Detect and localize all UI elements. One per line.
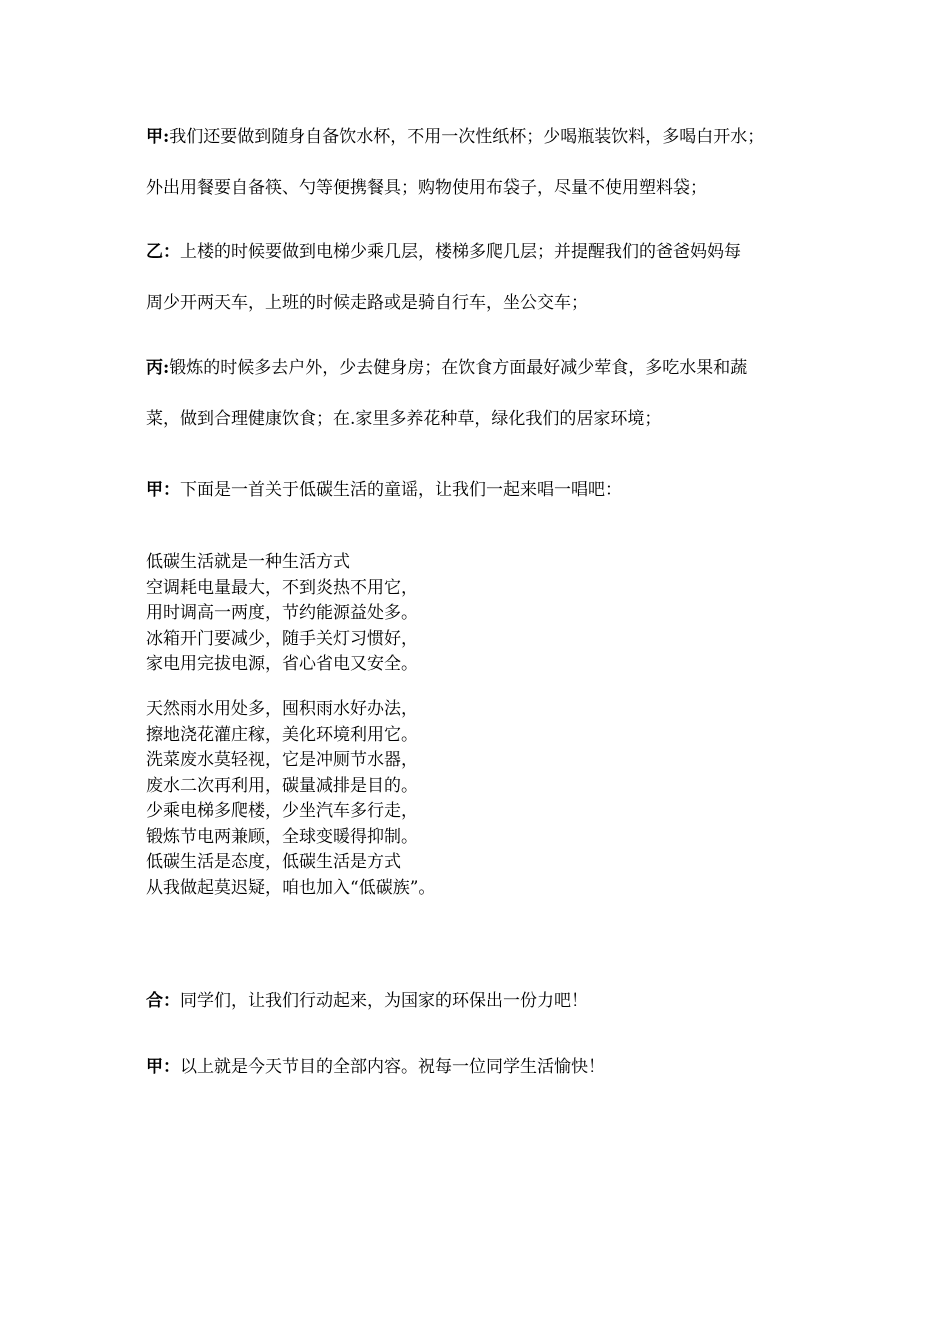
paragraph-text: 上楼的时候要做到电梯少乘几层，楼梯多爬几层；并提醒我们的爸爸妈妈每 (180, 242, 741, 262)
closing-paragraph-he (146, 988, 826, 1014)
paragraph-line (146, 343, 826, 394)
poem-line: 洗菜废水莫轻视，它是冲厕节水器， (146, 750, 418, 770)
speaker-label: 甲 (146, 1057, 163, 1077)
paragraph-line (146, 112, 826, 163)
poem-stanza-2 (146, 697, 826, 901)
dialogue-paragraph-yi (146, 227, 826, 329)
speaker-label: 丙 (146, 358, 163, 378)
speaker-label: 甲 (146, 480, 163, 500)
poem-line: 擦地浇花灌庄稼，美化环境利用它。 (146, 724, 418, 745)
speaker-label: 甲 (146, 127, 163, 147)
poem-line: 从我做起莫迟疑，咱也加入“低碳族”。 (146, 877, 436, 898)
dialogue-paragraph-jia-1 (146, 112, 826, 214)
paragraph-text: 锻炼的时候多去户外，少去健身房；在饮食方面最好减少荤食，多吃水果和蔬 (169, 358, 748, 378)
paragraph-line (146, 227, 826, 278)
poem-line: 冰箱开门要减少，随手关灯习惯好， (146, 628, 418, 649)
poem-line: 低碳生活是态度，低碳生活是方式 (146, 852, 401, 872)
speaker-label: 合 (146, 991, 163, 1011)
poem-line: 锻炼节电两兼顾，全球变暖得抑制。 (146, 826, 418, 847)
poem-line: 少乘电梯多爬楼，少坐汽车多行走， (146, 801, 418, 821)
paragraph-text: 以上就是今天节目的全部内容。祝每一位同学生活愉快！ (180, 1057, 605, 1077)
speaker-label: 乙 (146, 242, 163, 262)
poem-line: 废水二次再利用，碳量减排是目的。 (146, 775, 418, 796)
speaker-separator: ： (163, 1057, 180, 1077)
dialogue-paragraph-bing (146, 343, 826, 445)
poem-line: 低碳生活就是一种生活方式 (146, 552, 350, 572)
speaker-separator: ： (163, 242, 180, 262)
poem-line: 天然雨水用处多，囤积雨水好办法， (146, 699, 418, 719)
closing-paragraph-jia (146, 1054, 826, 1080)
speaker-separator: ： (163, 991, 180, 1011)
speaker-separator: ： (163, 480, 180, 500)
poem-line: 空调耗电量最大，不到炎热不用它， (146, 577, 418, 598)
paragraph-line: 菜，做到合理健康饮食；在.家里多养花种草，绿化我们的居家环境； (146, 409, 662, 429)
paragraph-text: 我们还要做到随身自备饮水杯，不用一次性纸杯；少喝瓶装饮料，多喝白开水； (169, 127, 765, 147)
speaker-separator: : (163, 127, 170, 147)
paragraph-line: 周少开两天车，上班的时候走路或是骑自行车，坐公交车； (146, 293, 588, 313)
poem-line: 家电用完拔电源，省心省电又安全。 (146, 654, 418, 674)
speaker-separator: : (163, 358, 170, 378)
poem-line: 用时调高一两度，节约能源益处多。 (146, 603, 418, 623)
paragraph-text: 下面是一首关于低碳生活的童谣，让我们一起来唱一唱吧： (180, 480, 622, 500)
dialogue-paragraph-jia-2 (146, 477, 826, 503)
poem-stanza-1 (146, 550, 826, 678)
paragraph-text: 同学们，让我们行动起来，为国家的环保出一份力吧！ (180, 991, 588, 1011)
paragraph-line: 外出用餐要自备筷、勺等便携餐具；购物使用布袋子，尽量不使用塑料袋； (146, 178, 707, 198)
